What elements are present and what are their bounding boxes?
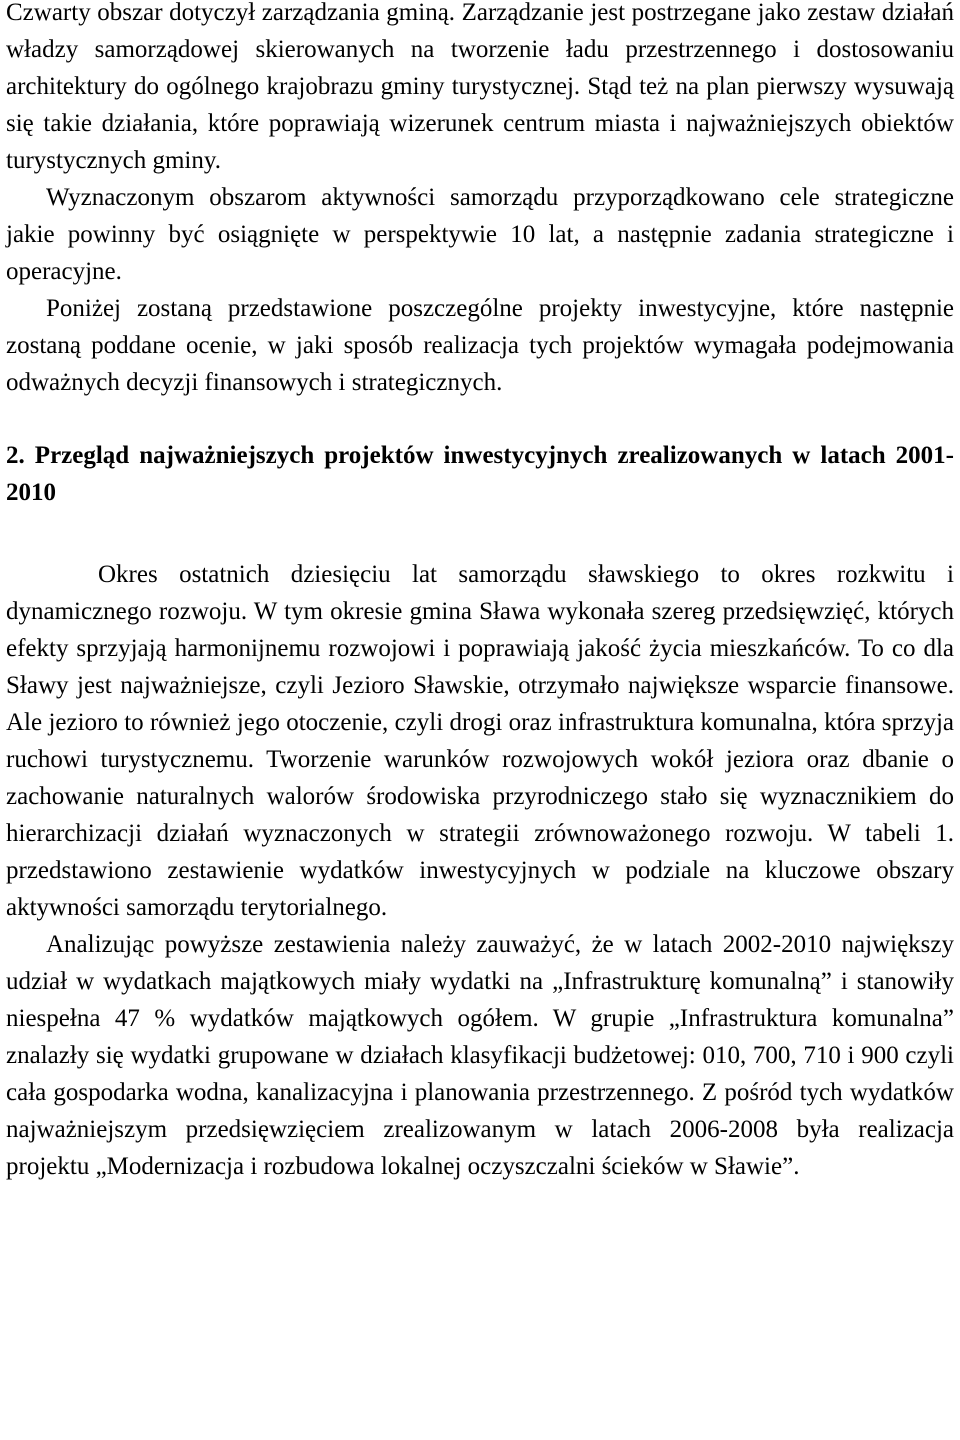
section-heading-number: 2.	[6, 442, 25, 469]
document-page	[6, 0, 954, 1185]
paragraph-expenditure-analysis: Analizując powyższe zestawienia należy zauważyć, że w latach 2002-2010 największy udział w wydatkach majątkowych miały wydatki na „Infrastrukturę komunalną” i stanowiły niespełna 47 % wydatków majątkowych ogółem. W grupie „Infrastruktura komunalna” znalazły się wydatki grupowane w działach klasyfikacji budżetowej: 010, 700, 710 i 900 czyli cała gospodarka wodna, kanalizacyjna i planowania przestrzennego. Z pośród tych wydatków najważniejszym przedsięwzięciem zrealizowanym w latach 2006-2008 była realizacja projektu „Modernizacja i rozbudowa lokalnej oczyszczalni ścieków w Sławie”.	[6, 931, 954, 1180]
paragraph-strategic-goals: Wyznaczonym obszarom aktywności samorządu przyporządkowano cele strategiczne jakie powinny być osiągnięte w perspektywie 10 lat, a następnie zadania strategiczne i operacyjne.	[6, 184, 954, 285]
section-heading-title: Przegląd najważniejszych projektów inwestycyjnych zrealizowanych w latach 2001-2010	[6, 442, 955, 506]
section-heading	[6, 437, 954, 511]
paragraph-investment-projects-intro: Poniżej zostaną przedstawione poszczególne projekty inwestycyjne, które następnie zostaną poddane ocenie, w jaki sposób realizacja tych projektów wymagała podejmowania odważnych decyzji finansowych i strategicznych.	[6, 295, 954, 396]
paragraph-decade-overview: Okres ostatnich dziesięciu lat samorządu sławskiego to okres rozkwitu i dynamicznego rozwoju. W tym okresie gmina Sława wykonała szereg przedsięwzięć, których efekty sprzyjają harmonijnemu rozwojowi i poprawiają jakość życia mieszkańców. To co dla Sławy jest najważniejsze, czyli Jezioro Sławskie, otrzymało największe wsparcie finansowe. Ale jezioro to również jego otoczenie, czyli drogi oraz infrastruktura komunalna, która sprzyja ruchowi turystycznemu. Tworzenie warunków rozwojowych wokół jeziora oraz dbanie o zachowanie naturalnych walorów środowiska przyrodniczego stało się wyznacznikiem do hierarchizacji działań wyznaczonych w strategii zrównoważonego rozwoju. W tabeli 1. przedstawiono zestawienie wydatków inwestycyjnych w podziale na kluczowe obszary aktywności samorządu terytorialnego.	[6, 561, 954, 921]
paragraph-management-area: Czwarty obszar dotyczył zarządzania gminą. Zarządzanie jest postrzegane jako zestaw działań władzy samorządowej skierowanych na tworzenie ładu przestrzennego i dostosowaniu architektury do ogólnego krajobrazu gminy turystycznej. Stąd też na plan pierwszy wysuwają się takie działania, które poprawiają wizerunek centrum miasta i najważniejszych obiektów turystycznych gminy.	[6, 0, 954, 174]
